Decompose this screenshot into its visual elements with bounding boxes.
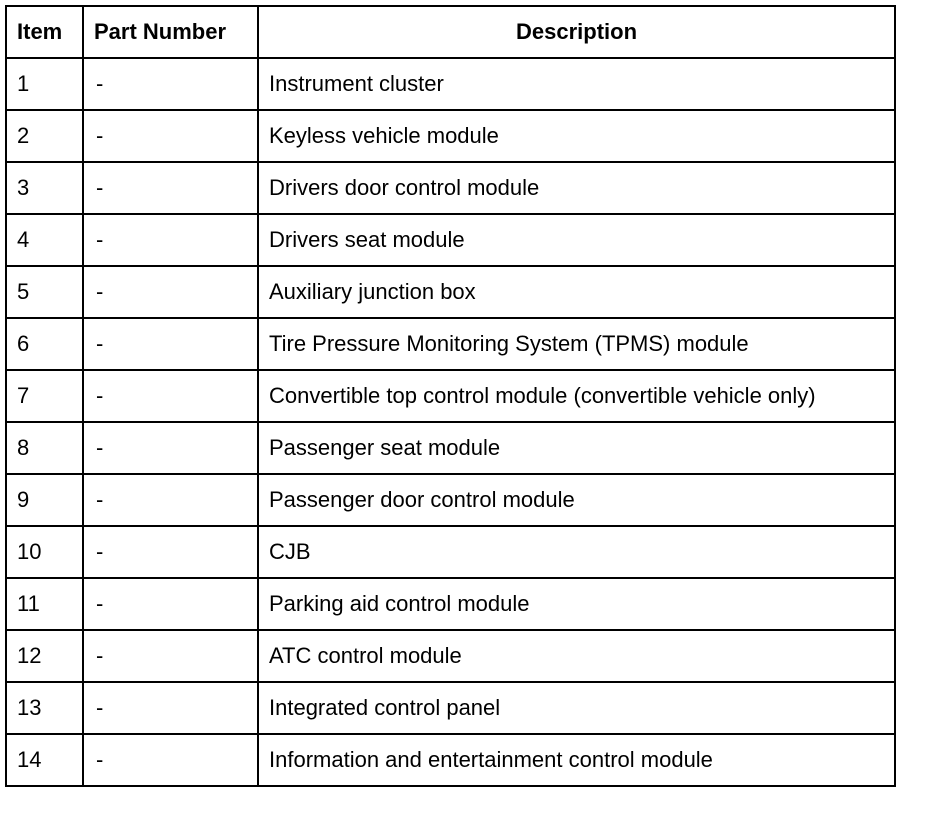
description-cell: Integrated control panel [258,682,895,734]
part-number-cell: - [83,370,258,422]
table-body [6,58,895,786]
part-number-cell: - [83,318,258,370]
header-part-number: Part Number [83,6,258,58]
part-number-cell: - [83,214,258,266]
part-number-cell: - [83,110,258,162]
header-item: Item [6,6,83,58]
table-row [6,474,895,526]
header-description: Description [258,6,895,58]
parts-table [5,5,896,787]
item-cell: 10 [6,526,83,578]
item-cell: 13 [6,682,83,734]
description-cell: CJB [258,526,895,578]
description-cell: Passenger seat module [258,422,895,474]
part-number-cell: - [83,162,258,214]
table-row [6,630,895,682]
description-cell: Drivers seat module [258,214,895,266]
item-cell: 3 [6,162,83,214]
part-number-cell: - [83,422,258,474]
table-row [6,110,895,162]
table-row [6,526,895,578]
table-row [6,318,895,370]
item-cell: 1 [6,58,83,110]
description-cell: Convertible top control module (convertible vehicle only) [258,370,895,422]
description-cell: Passenger door control module [258,474,895,526]
part-number-cell: - [83,474,258,526]
description-cell: Keyless vehicle module [258,110,895,162]
part-number-cell: - [83,526,258,578]
table-row [6,58,895,110]
item-cell: 11 [6,578,83,630]
item-cell: 8 [6,422,83,474]
item-cell: 4 [6,214,83,266]
table-row [6,422,895,474]
item-cell: 9 [6,474,83,526]
description-cell: Drivers door control module [258,162,895,214]
table-row [6,682,895,734]
description-cell: Information and entertainment control module [258,734,895,786]
table-row [6,370,895,422]
item-cell: 6 [6,318,83,370]
item-cell: 7 [6,370,83,422]
part-number-cell: - [83,682,258,734]
part-number-cell: - [83,58,258,110]
item-cell: 2 [6,110,83,162]
item-cell: 12 [6,630,83,682]
part-number-cell: - [83,266,258,318]
description-cell: Instrument cluster [258,58,895,110]
part-number-cell: - [83,630,258,682]
part-number-cell: - [83,578,258,630]
table-row [6,266,895,318]
table-header-row [6,6,895,58]
item-cell: 14 [6,734,83,786]
table-header [6,6,895,58]
description-cell: Tire Pressure Monitoring System (TPMS) module [258,318,895,370]
table-row [6,734,895,786]
table-row [6,162,895,214]
table-row [6,214,895,266]
part-number-cell: - [83,734,258,786]
description-cell: Parking aid control module [258,578,895,630]
item-cell: 5 [6,266,83,318]
table-row [6,578,895,630]
description-cell: ATC control module [258,630,895,682]
description-cell: Auxiliary junction box [258,266,895,318]
